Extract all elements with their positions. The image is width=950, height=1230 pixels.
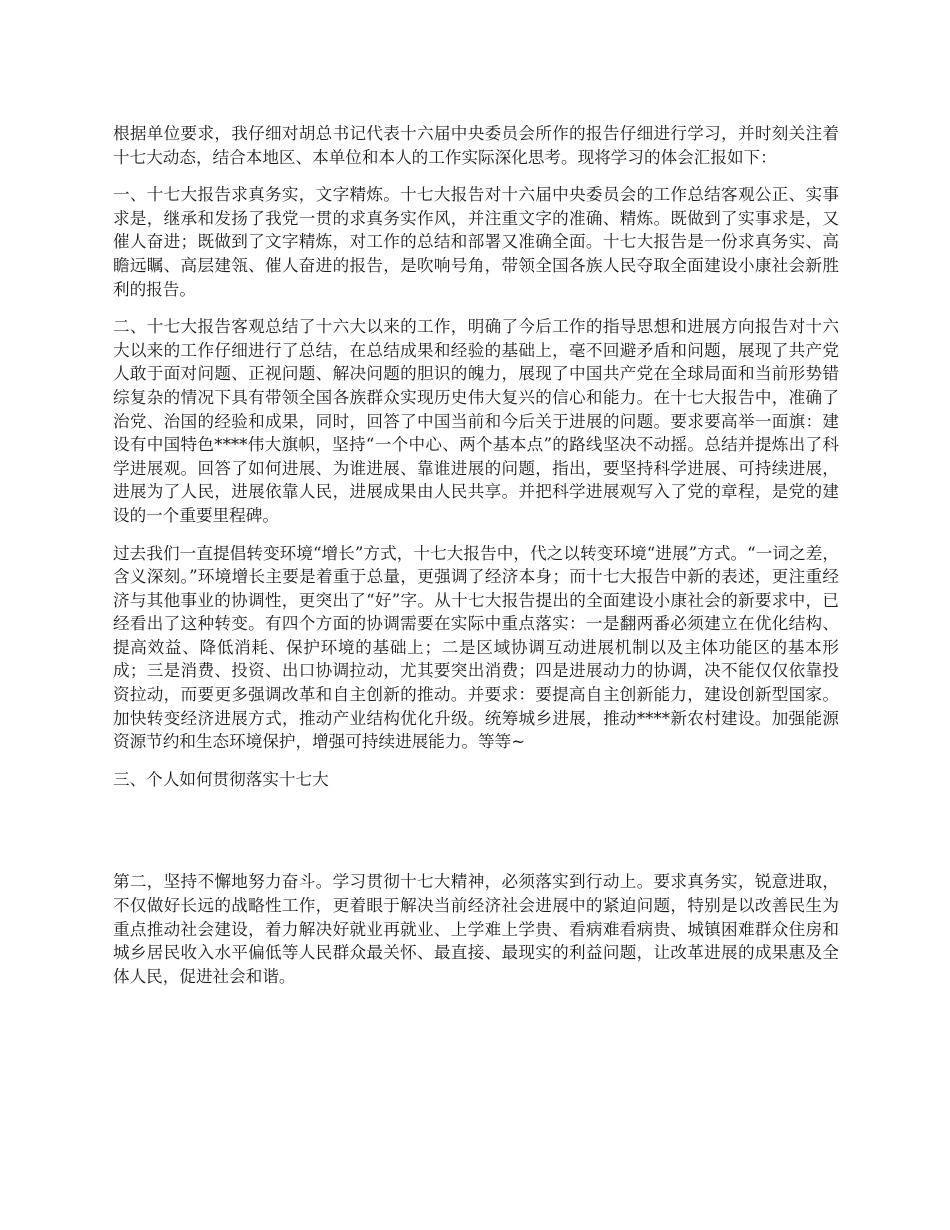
intro-paragraph: 根据单位要求，我仔细对胡总书记代表十六届中央委员会所作的报告仔细进行学习，并时刻关注着十七大动态，结合本地区、本单位和本人的工作实际深化思考。现将学习的体会汇报如下： [113, 124, 839, 167]
second-point-paragraph: 第二，坚持不懈地努力奋斗。学习贯彻十七大精神，必须落实到行动上。要求真务实，锐意进取，不仅做好长远的战略性工作，更着眼于解决当前经济社会进展中的紧迫问题，特别是以改善民生为重点推动社会建设，着力解决好就业再就业、上学难上学贵、看病难看病贵、城镇困难群众住房和城乡居民收入水平偏低等人民群众最关怀、最直接、最现实的利益问题，让改革进展的成果惠及全体人民，促进社会和谐。 [113, 872, 839, 986]
section-one-paragraph: 一、十七大报告求真务实，文字精炼。十七大报告对十六届中央委员会的工作总结客观公正、实事求是，继承和发扬了我党一贯的求真务实作风，并注重文字的准确、精炼。既做到了实事求是，又催人奋进；既做到了文字精炼，对工作的总结和部署又准确全面。十七大报告是一份求真务实、高瞻远瞩、高层建瓴、催人奋进的报告，是吹响号角，带领全国各族人民夺取全面建设小康社会新胜利的报告。 [113, 185, 839, 299]
development-mode-paragraph: 过去我们一直提倡转变环境“增长”方式，十七大报告中，代之以转变环境“进展”方式。“一词之差，含义深刻。”环境增长主要是着重于总量，更强调了经济本身；而十七大报告中新的表述，更注重经济与其他事业的协调性，更突出了“好”字。从十七大报告提出的全面建设小康社会的新要求中，已经看出了这种转变。有四个方面的协调需要在实际中重点落实：一是翻两番必须建立在优化结构、提高效益、降低消耗、保护环境的基础上；二是区域协调互动进展机制以及主体功能区的基本形成；三是消费、投资、出口协调拉动，尤其要突出消费；四是进展动力的协调，决不能仅仅依靠投资拉动，而要更多强调改革和自主创新的推动。并要求：要提高自主创新能力，建设创新型国家。加快转变经济进展方式，推动产业结构优化升级。统筹城乡进展，推动****新农村建设。加强能源资源节约和生态环境保护，增强可持续进展能力。等等~ [113, 543, 839, 752]
document-body [113, 122, 839, 1002]
section-three-heading: 三、个人如何贯彻落实十七大 [113, 769, 329, 789]
blank-space [113, 791, 839, 870]
section-two-paragraph: 二、十七大报告客观总结了十六大以来的工作，明确了今后工作的指导思想和进展方向报告对十六大以来的工作仔细进行了总结，在总结成果和经验的基础上，毫不回避矛盾和问题，展现了共产党人敢于面对问题、正视问题、解决问题的胆识的魄力，展现了中国共产党在全球局面和当前形势错综复杂的情况下具有带领全国各族群众实现历史伟大复兴的信心和能力。在十七大报告中，准确了治党、治国的经验和成果，同时，回答了中国当前和今后关于进展的问题。要求要高举一面旗：建设有中国特色****伟大旗帜，坚持“一个中心、两个基本点”的路线坚决不动摇。总结并提炼出了科学进展观。回答了如何进展、为谁进展、靠谁进展的问题，指出，要坚持科学进展、可持续进展，进展为了人民，进展依靠人民，进展成果由人民共享。并把科学进展观写入了党的章程，是党的建设的一个重要里程碑。 [113, 317, 839, 525]
